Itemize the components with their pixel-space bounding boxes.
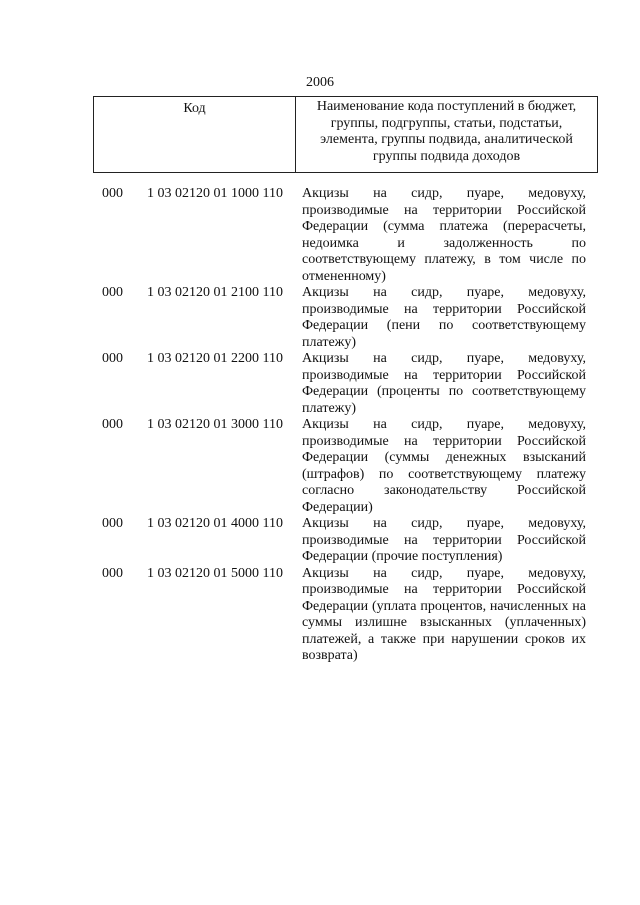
- row-description: Акцизы на сидр, пуаре, медовуху, производимые на территории Российской Федерации (прочие поступления): [302, 516, 586, 564]
- row-admin-code: 000: [102, 186, 123, 201]
- table-row: [0, 351, 640, 417]
- row-description: Акцизы на сидр, пуаре, медовуху, производимые на территории Российской Федерации (проценты по соответствующему платежу): [302, 351, 586, 416]
- row-admin-code: 000: [102, 351, 123, 366]
- table-row: [0, 417, 640, 516]
- row-budget-code: 1 03 02120 01 2200 110: [147, 351, 283, 366]
- row-budget-code: 1 03 02120 01 2100 110: [147, 285, 283, 300]
- row-budget-code: 1 03 02120 01 4000 110: [147, 516, 283, 531]
- row-budget-code: 1 03 02120 01 1000 110: [147, 186, 283, 201]
- table-header: [93, 96, 598, 173]
- row-admin-code: 000: [102, 285, 123, 300]
- revenue-code-list: [0, 186, 640, 665]
- row-admin-code: 000: [102, 516, 123, 531]
- row-description: Акцизы на сидр, пуаре, медовуху, производимые на территории Российской Федерации (пени по соответствующему платежу): [302, 285, 586, 350]
- row-budget-code: 1 03 02120 01 5000 110: [147, 565, 283, 581]
- table-row: [0, 566, 640, 665]
- row-admin-code: 000: [102, 565, 123, 581]
- table-row: [0, 186, 640, 285]
- row-description: Акцизы на сидр, пуаре, медовуху, производимые на территории Российской Федерации (сумма платежа (перерасчеты, недоимка и задолженность по соответствующему платежу, в том числе по отмененному): [302, 186, 586, 284]
- header-code-label: Код: [94, 97, 296, 172]
- row-admin-code: 000: [102, 417, 123, 432]
- row-description: Акцизы на сидр, пуаре, медовуху, производимые на территории Российской Федерации (суммы денежных взысканий (штрафов) по соответствующему платежу согласно законодательству Российской Федерации): [302, 417, 586, 515]
- page-number: 2006: [306, 75, 334, 90]
- table-row: [0, 285, 640, 351]
- row-budget-code: 1 03 02120 01 3000 110: [147, 417, 283, 432]
- table-row: [0, 516, 640, 566]
- row-description: Акцизы на сидр, пуаре, медовуху, производимые на территории Российской Федерации (уплата процентов, начисленных на суммы излишне взысканных (уплаченных) платежей, а также при нарушении сроков их возврата): [302, 565, 586, 663]
- header-name-label: Наименование кода поступлений в бюджет, группы, подгруппы, статьи, подстатьи, элемента, группы подвида, аналитической группы подвида доходов: [316, 99, 577, 164]
